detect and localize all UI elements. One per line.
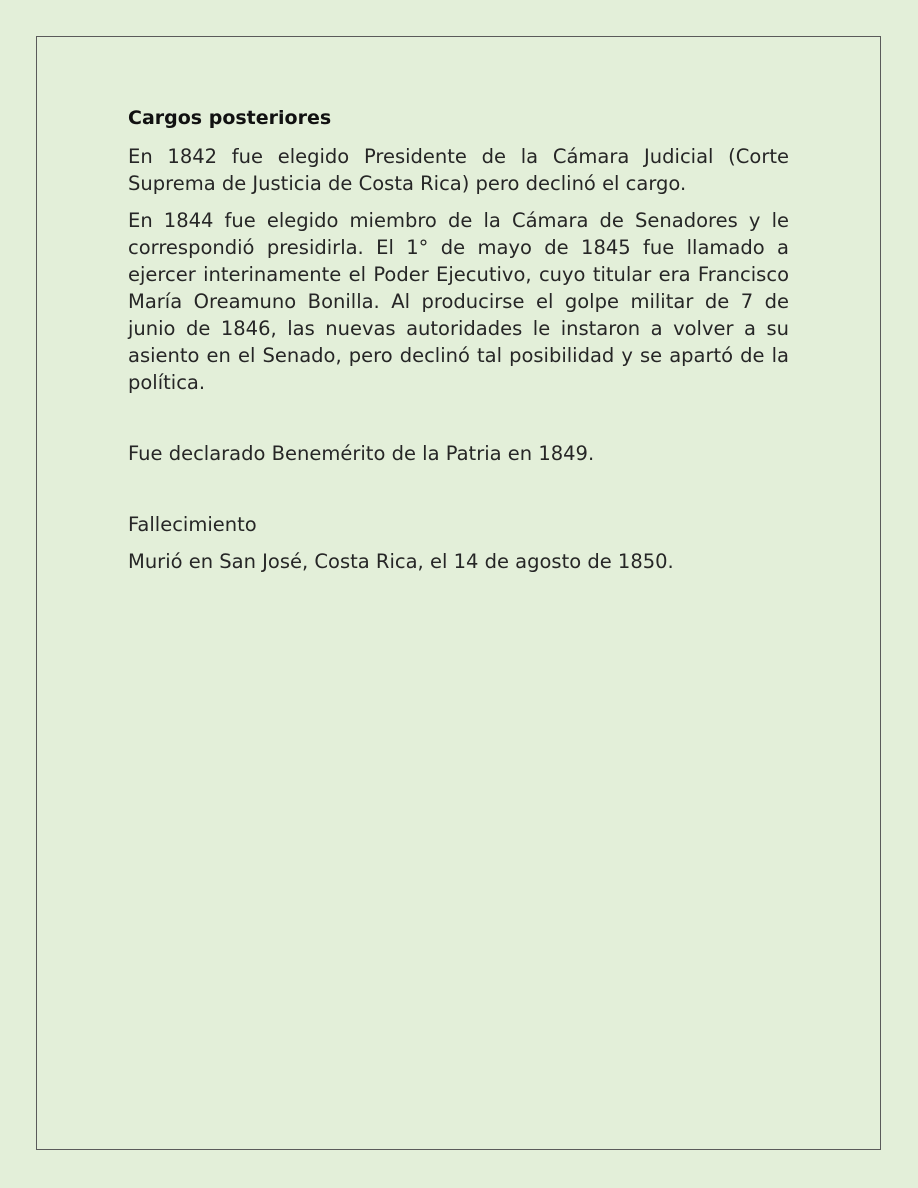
section-heading-fallecimiento: Fallecimiento xyxy=(128,513,257,536)
paragraph-benemerito: Fue declarado Benemérito de la Patria en 1849. xyxy=(128,442,595,465)
section-heading-cargos: Cargos posteriores xyxy=(128,107,332,129)
document-body xyxy=(128,104,789,585)
paragraph-1842: En 1842 fue elegido Presidente de la Cámara Judicial (Corte Suprema de Justicia de Costa Rica) pero declinó el cargo. xyxy=(128,145,789,195)
blank-line xyxy=(128,477,789,511)
paragraph-1844: En 1844 fue elegido miembro de la Cámara de Senadores y le correspondió presidirla. El 1° de mayo de 1845 fue llamado a ejercer interinamente el Poder Ejecutivo, cuyo titular era Francisco María Oreamuno Bonilla. Al producirse el golpe militar de 7 de junio de 1846, las nuevas autoridades le instaron a volver a su asiento en el Senado, pero declinó tal posibilidad y se apartó de la política. xyxy=(128,209,789,394)
paragraph-fallecimiento: Murió en San José, Costa Rica, el 14 de agosto de 1850. xyxy=(128,550,674,573)
blank-line xyxy=(128,406,789,440)
